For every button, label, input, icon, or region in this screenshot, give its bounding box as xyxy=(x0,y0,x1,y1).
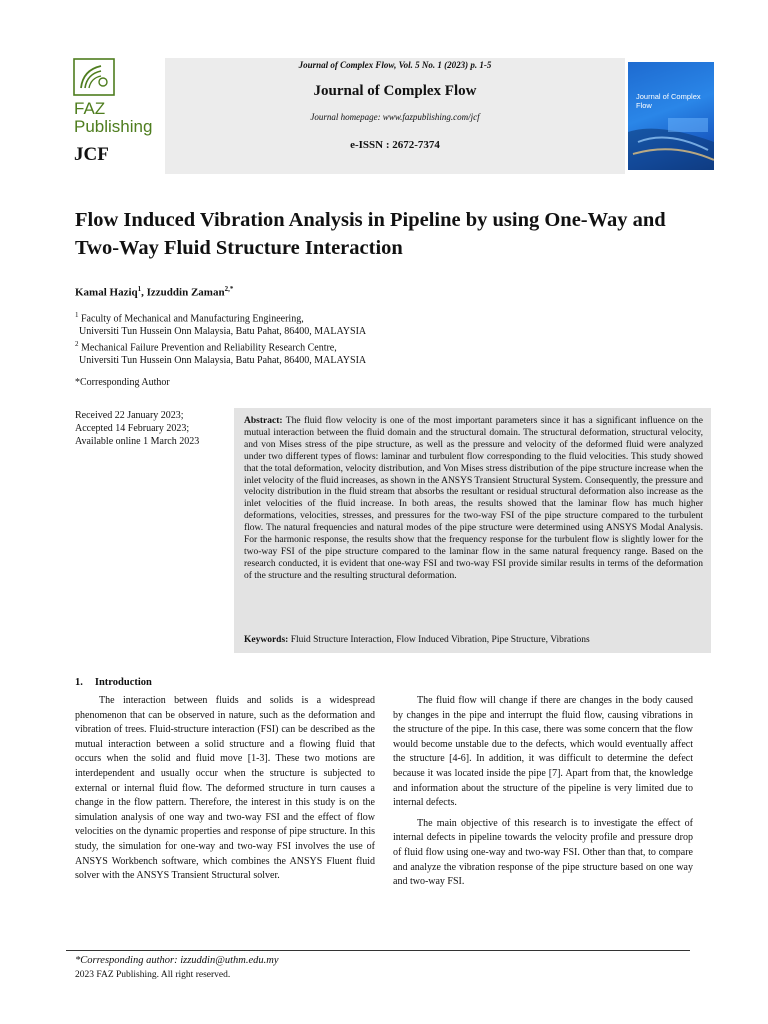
author-name: Kamal Haziq xyxy=(75,286,138,299)
author-name: Izzuddin Zaman xyxy=(146,286,225,299)
abstract-label: Abstract: xyxy=(244,416,283,426)
author-separator: , xyxy=(141,286,147,299)
journal-citation: Journal of Complex Flow, Vol. 5 No. 1 (2023) p. 1-5 xyxy=(298,60,492,70)
paragraph: The main objective of this research is to investigate the effect of internal defects in pipeline towards the velocity profile and pressure drop of fluid flow using one-way and two-way FSI. Other than that, to compare and analyze the vibration response of the pipe structure based on one way and two-way FSI. xyxy=(393,817,693,888)
affiliation-line: Universiti Tun Hussein Onn Malaysia, Batu Pahat, 86400, MALAYSIA xyxy=(79,326,367,338)
publisher-logo-text xyxy=(74,100,152,136)
corresponding-author-note: *Corresponding Author xyxy=(75,377,170,388)
available-date: Available online 1 March 2023 xyxy=(75,436,200,447)
left-column xyxy=(75,694,375,890)
section-title: Introduction xyxy=(94,677,152,688)
affiliation-line: Mechanical Failure Prevention and Reliability Research Centre, xyxy=(81,342,337,354)
author-list xyxy=(75,285,233,299)
publisher-logo-line1: FAZ xyxy=(74,99,106,118)
received-date: Received 22 January 2023; xyxy=(75,410,184,421)
affiliation-line: Faculty of Mechanical and Manufacturing Engineering, xyxy=(81,313,304,325)
affiliation-1 xyxy=(75,309,595,338)
journal-homepage[interactable]: Journal homepage: www.fazpublishing.com/jcf xyxy=(310,112,480,122)
journal-title: Journal of Complex Flow xyxy=(313,83,477,99)
accepted-date: Accepted 14 February 2023; xyxy=(75,423,190,434)
abstract-text: The fluid flow velocity is one of the most important parameters since it has a significant influence on the mutual interaction between the fluid domain and the structural domain. The structural deformation, structural velocity, and von Mises stress of the pipe structure, as well as the pressure and velocity of the deformed fluid were analyzed under two different types of flows: laminar and turbulent flow corresponding to the fluid velocities. This study showed that the total deformation, velocity distribution, and Von Mises stress distribution of the pipe structure increase when the inlet velocity of the fluid increases, as shown in the ANSYS Transient Structural System. Consequently, the pressure and velocity distribution in the fluid stream that absorbs the resultant or residual structural deformation also increase as the inlet velocities of the fluid increase. In both areas, the results showed that the laminar flow has much higher deformations, velocities, stresses, and pressures for the two-way FSI of the pipe structure compared to the turbulent flow. The natural frequencies and natural modes of the pipe structure were determined using ANSYS Modal Analysis. For the harmonic response, the results show that the frequency response for the turbulent flow is slightly lower for the two-way FSI of the pipe structure compared to the laminar flow in the same natural frequency range. Based on the research conducted, it is evident that one-way FSI and two-way FSI provide similar results in terms of the deformation of the structure and the resulting structural deformation. xyxy=(244,416,704,581)
paragraph: The fluid flow will change if there are changes in the body caused by changes in the pipe and interrupt the fluid flow, causing vibrations in the structure of the pipe. In this case, there was some concern that the flow would become unstable due to the defects, which would eventually affect the structure [4-6]. In addition, it was difficult to determine the defect because it was located inside the pipe [7]. Apart from that, the knowledge and information about the structure of the pipeline is very limited due to internal defects. xyxy=(393,695,693,809)
corresponding-author-email[interactable]: *Corresponding author: izzuddin@uthm.edu.my xyxy=(75,955,279,966)
affiliation-line: Universiti Tun Hussein Onn Malaysia, Batu Pahat, 86400, MALAYSIA xyxy=(79,355,367,367)
keywords-label: Keywords: xyxy=(244,635,289,645)
keywords-text: Fluid Structure Interaction, Flow Induced Vibration, Pipe Structure, Vibrations xyxy=(288,635,590,645)
affiliation-number: 1 xyxy=(75,311,79,319)
section-number: 1. xyxy=(75,677,83,688)
footnote-divider xyxy=(66,950,690,951)
affiliation-2 xyxy=(75,338,595,367)
abstract xyxy=(244,416,703,583)
publisher-logo-line2: Publishing xyxy=(74,117,153,136)
article-dates xyxy=(75,409,235,448)
journal-cover-image xyxy=(628,62,714,170)
paragraph: The interaction between fluids and solids is a widespread phenomenon that can be observed in nature, such as the deformation and vibration of trees. Fluid-structure interaction (FSI) can be described as the mutual interaction between a solid structure and a flowing fluid that occurs when the solid and fluid move [1-3]. These two motions are interdependent and usually occur when the structure is subjected to external or internal fluid flow. The deformed structure in turn causes a change in the flow pattern. Therefore, the interest in this study is on the simulation analysis of one way and two-way FSI and the effect of flow velocities on the dynamic properties and response of pipe structure. In this study, the simulation for one-way and two-way FSI involves the use of ANSYS Workbench software, which combines the ANSYS Fluent fluid solver with the ANSYS Transient Structural solver. xyxy=(75,695,375,882)
right-column xyxy=(393,694,693,896)
copyright-notice: 2023 FAZ Publishing. All right reserved. xyxy=(75,970,231,980)
paper-title: Flow Induced Vibration Analysis in Pipeline by using One-Way and Two-Way Fluid Structure Interaction xyxy=(75,209,666,259)
journal-abbrev: JCF xyxy=(74,144,109,165)
faz-logo-icon xyxy=(73,58,115,96)
affiliation-number: 2 xyxy=(75,340,79,348)
section-heading xyxy=(75,677,152,688)
author-affiliation-mark: 1 xyxy=(137,285,142,293)
author-affiliation-mark: 2,* xyxy=(224,285,234,293)
journal-issn: e-ISSN : 2672-7374 xyxy=(350,139,440,151)
keywords xyxy=(244,635,703,645)
cover-title: Journal of Complex Flow xyxy=(636,92,701,110)
